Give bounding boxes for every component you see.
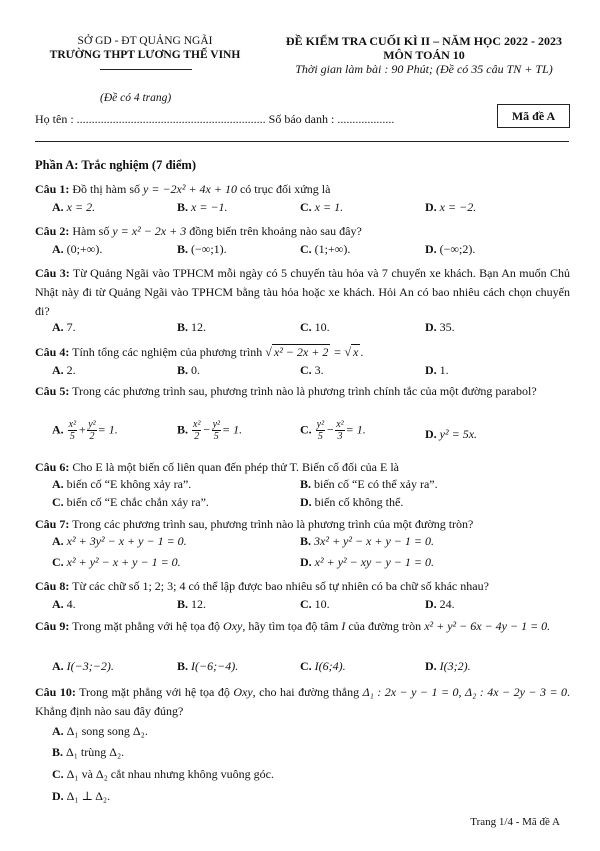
- option-c: C. 3.: [300, 363, 324, 377]
- option-c: C. 10.: [300, 597, 330, 611]
- option-c: C. $\frac{\text{y²}}{5}$ − $\frac{\text{x²}}{3}$ = 1.: [300, 419, 366, 442]
- option-d: D. Δ₁ ⊥ Δ₂.: [52, 789, 111, 803]
- option-b: B. 3x² + y² − x + y − 1 = 0.: [300, 534, 435, 548]
- question-5: Câu 5: Trong các phương trình sau, phương trình nào là phương trình chính tắc của một đường parabol?: [35, 384, 537, 398]
- option-b: B. Δ₁ trùng Δ₂.: [52, 745, 125, 759]
- option-c: C. Δ₁ và Δ₂ cắt nhau nhưng không vuông góc.: [52, 767, 274, 781]
- option-b: B. I(−6;−4).: [177, 659, 239, 673]
- department: SỞ GD - ĐT QUẢNG NGÃI: [77, 35, 213, 47]
- school-name: TRƯỜNG THPT LƯƠNG THẾ VINH: [49, 49, 241, 61]
- option-c: C. x = 1.: [300, 200, 344, 214]
- question-2: Câu 2: Hàm số y = x² − 2x + 3 đồng biến trên khoảng nào sau đây?: [35, 224, 362, 238]
- question-7: Câu 7: Trong các phương trình sau, phương trình nào là phương trình của một đường tròn?: [35, 517, 474, 531]
- question-9: Câu 9: Trong mặt phẳng với hệ tọa độ Oxy, hãy tìm tọa độ tâm I của đường tròn x² + y² − 6x − 4y − 1 = 0.: [35, 619, 551, 633]
- question-4: Câu 4: Tính tổng các nghiệm của phương trình √ x² − 2x + 2 = √ x .: [35, 345, 364, 359]
- option-d: D. x² + y² − xy − y − 1 = 0.: [300, 555, 434, 569]
- option-c: C. biến cố “E chắc chắn xảy ra”.: [52, 495, 209, 509]
- exam-code: Mã đề A: [497, 104, 570, 128]
- option-a: A. $\frac{\text{x²}}{5}$ + $\frac{\text{y²}}{2}$ = 1.: [52, 419, 118, 442]
- name-label: Họ tên : ...............................................................: [35, 112, 266, 126]
- question-3: Câu 3: Từ Quảng Ngãi vào TPHCM mỗi ngày có 5 chuyến tàu hỏa và 7 chuyến xe khách. Bạn An muốn Chủ Nhật này đi từ Quảng Ngãi vào TPHCM bằng tàu hỏa hoặc xe khách. Hỏi An có bao nhiêu cách chọn chuyến đi?: [35, 266, 570, 318]
- option-d: D. I(3;2).: [425, 659, 471, 673]
- option-a: A. x² + 3y² − x + y − 1 = 0.: [52, 534, 187, 548]
- question-1: Câu 1: Đồ thị hàm số y = −2x² + 4x + 10 có trục đối xứng là: [35, 182, 331, 196]
- question-8: Câu 8: Từ các chữ số 1; 2; 3; 4 có thể lập được bao nhiêu số tự nhiên có ba chữ số khác nhau?: [35, 579, 489, 593]
- option-c: C. 10.: [300, 320, 330, 334]
- option-c: C. (1;+∞).: [300, 242, 351, 256]
- section-title: Phần A: Trắc nghiệm (7 điểm): [35, 158, 196, 172]
- option-d: D. (−∞;2).: [425, 242, 476, 256]
- option-d: D. 1.: [425, 363, 449, 377]
- question-6: Câu 6: Cho E là một biến cố liên quan đến phép thử T. Biến cố đối của E là: [35, 460, 399, 474]
- header-right: [268, 34, 580, 76]
- option-a: A. 4.: [52, 597, 76, 611]
- option-b: B. (−∞;1).: [177, 242, 227, 256]
- divider: [100, 69, 192, 70]
- question-10: Câu 10: Trong mặt phẳng với hệ tọa độ Oxy, cho hai đường thẳng Δ₁ : 2x − y − 1 = 0, Δ₂ : 4x − 2y − 3 = 0. Khẳng định nào sau đây đúng?: [35, 685, 571, 718]
- option-a: A. 2.: [52, 363, 76, 377]
- header-left: [30, 34, 260, 62]
- option-a: A. Δ₁ song song Δ₂.: [52, 724, 148, 738]
- option-d: D. 35.: [425, 320, 455, 334]
- option-a: A. 7.: [52, 320, 76, 334]
- option-b: B. 12.: [177, 320, 207, 334]
- time-note: Thời gian làm bài : 90 Phút; (Đề có 35 câu TN + TL): [295, 62, 553, 76]
- pages-note: (Đề có 4 trang): [100, 92, 172, 104]
- option-b: B. x = −1.: [177, 200, 228, 214]
- option-b: B. 0.: [177, 363, 201, 377]
- option-a: A. biến cố “E không xảy ra”.: [52, 477, 192, 491]
- exam-title: ĐỀ KIỂM TRA CUỐI KÌ II – NĂM HỌC 2022 - 2023: [285, 34, 563, 48]
- page-footer: Trang 1/4 - Mã đề A: [470, 816, 560, 828]
- option-d: D. biến cố không thể.: [300, 495, 404, 509]
- option-a: A. (0;+∞).: [52, 242, 103, 256]
- divider: [35, 141, 569, 142]
- option-b: B. $\frac{\text{x²}}{2}$ − $\frac{\text{y²}}{5}$ = 1.: [177, 419, 243, 442]
- option-d: D. 24.: [425, 597, 455, 611]
- option-d: D. y² = 5x.: [425, 427, 478, 441]
- option-c: C. x² + y² − x + y − 1 = 0.: [52, 555, 181, 569]
- option-b: B. 12.: [177, 597, 207, 611]
- option-b: B. biến cố “E có thể xảy ra”.: [300, 477, 438, 491]
- option-c: C. I(6;4).: [300, 659, 346, 673]
- option-a: A. I(−3;−2).: [52, 659, 114, 673]
- id-label: Số báo danh : ...................: [268, 112, 395, 126]
- option-d: D. x = −2.: [425, 200, 477, 214]
- subject: MÔN TOÁN 10: [383, 48, 465, 62]
- student-info: [35, 112, 394, 127]
- option-a: A. x = 2.: [52, 200, 96, 214]
